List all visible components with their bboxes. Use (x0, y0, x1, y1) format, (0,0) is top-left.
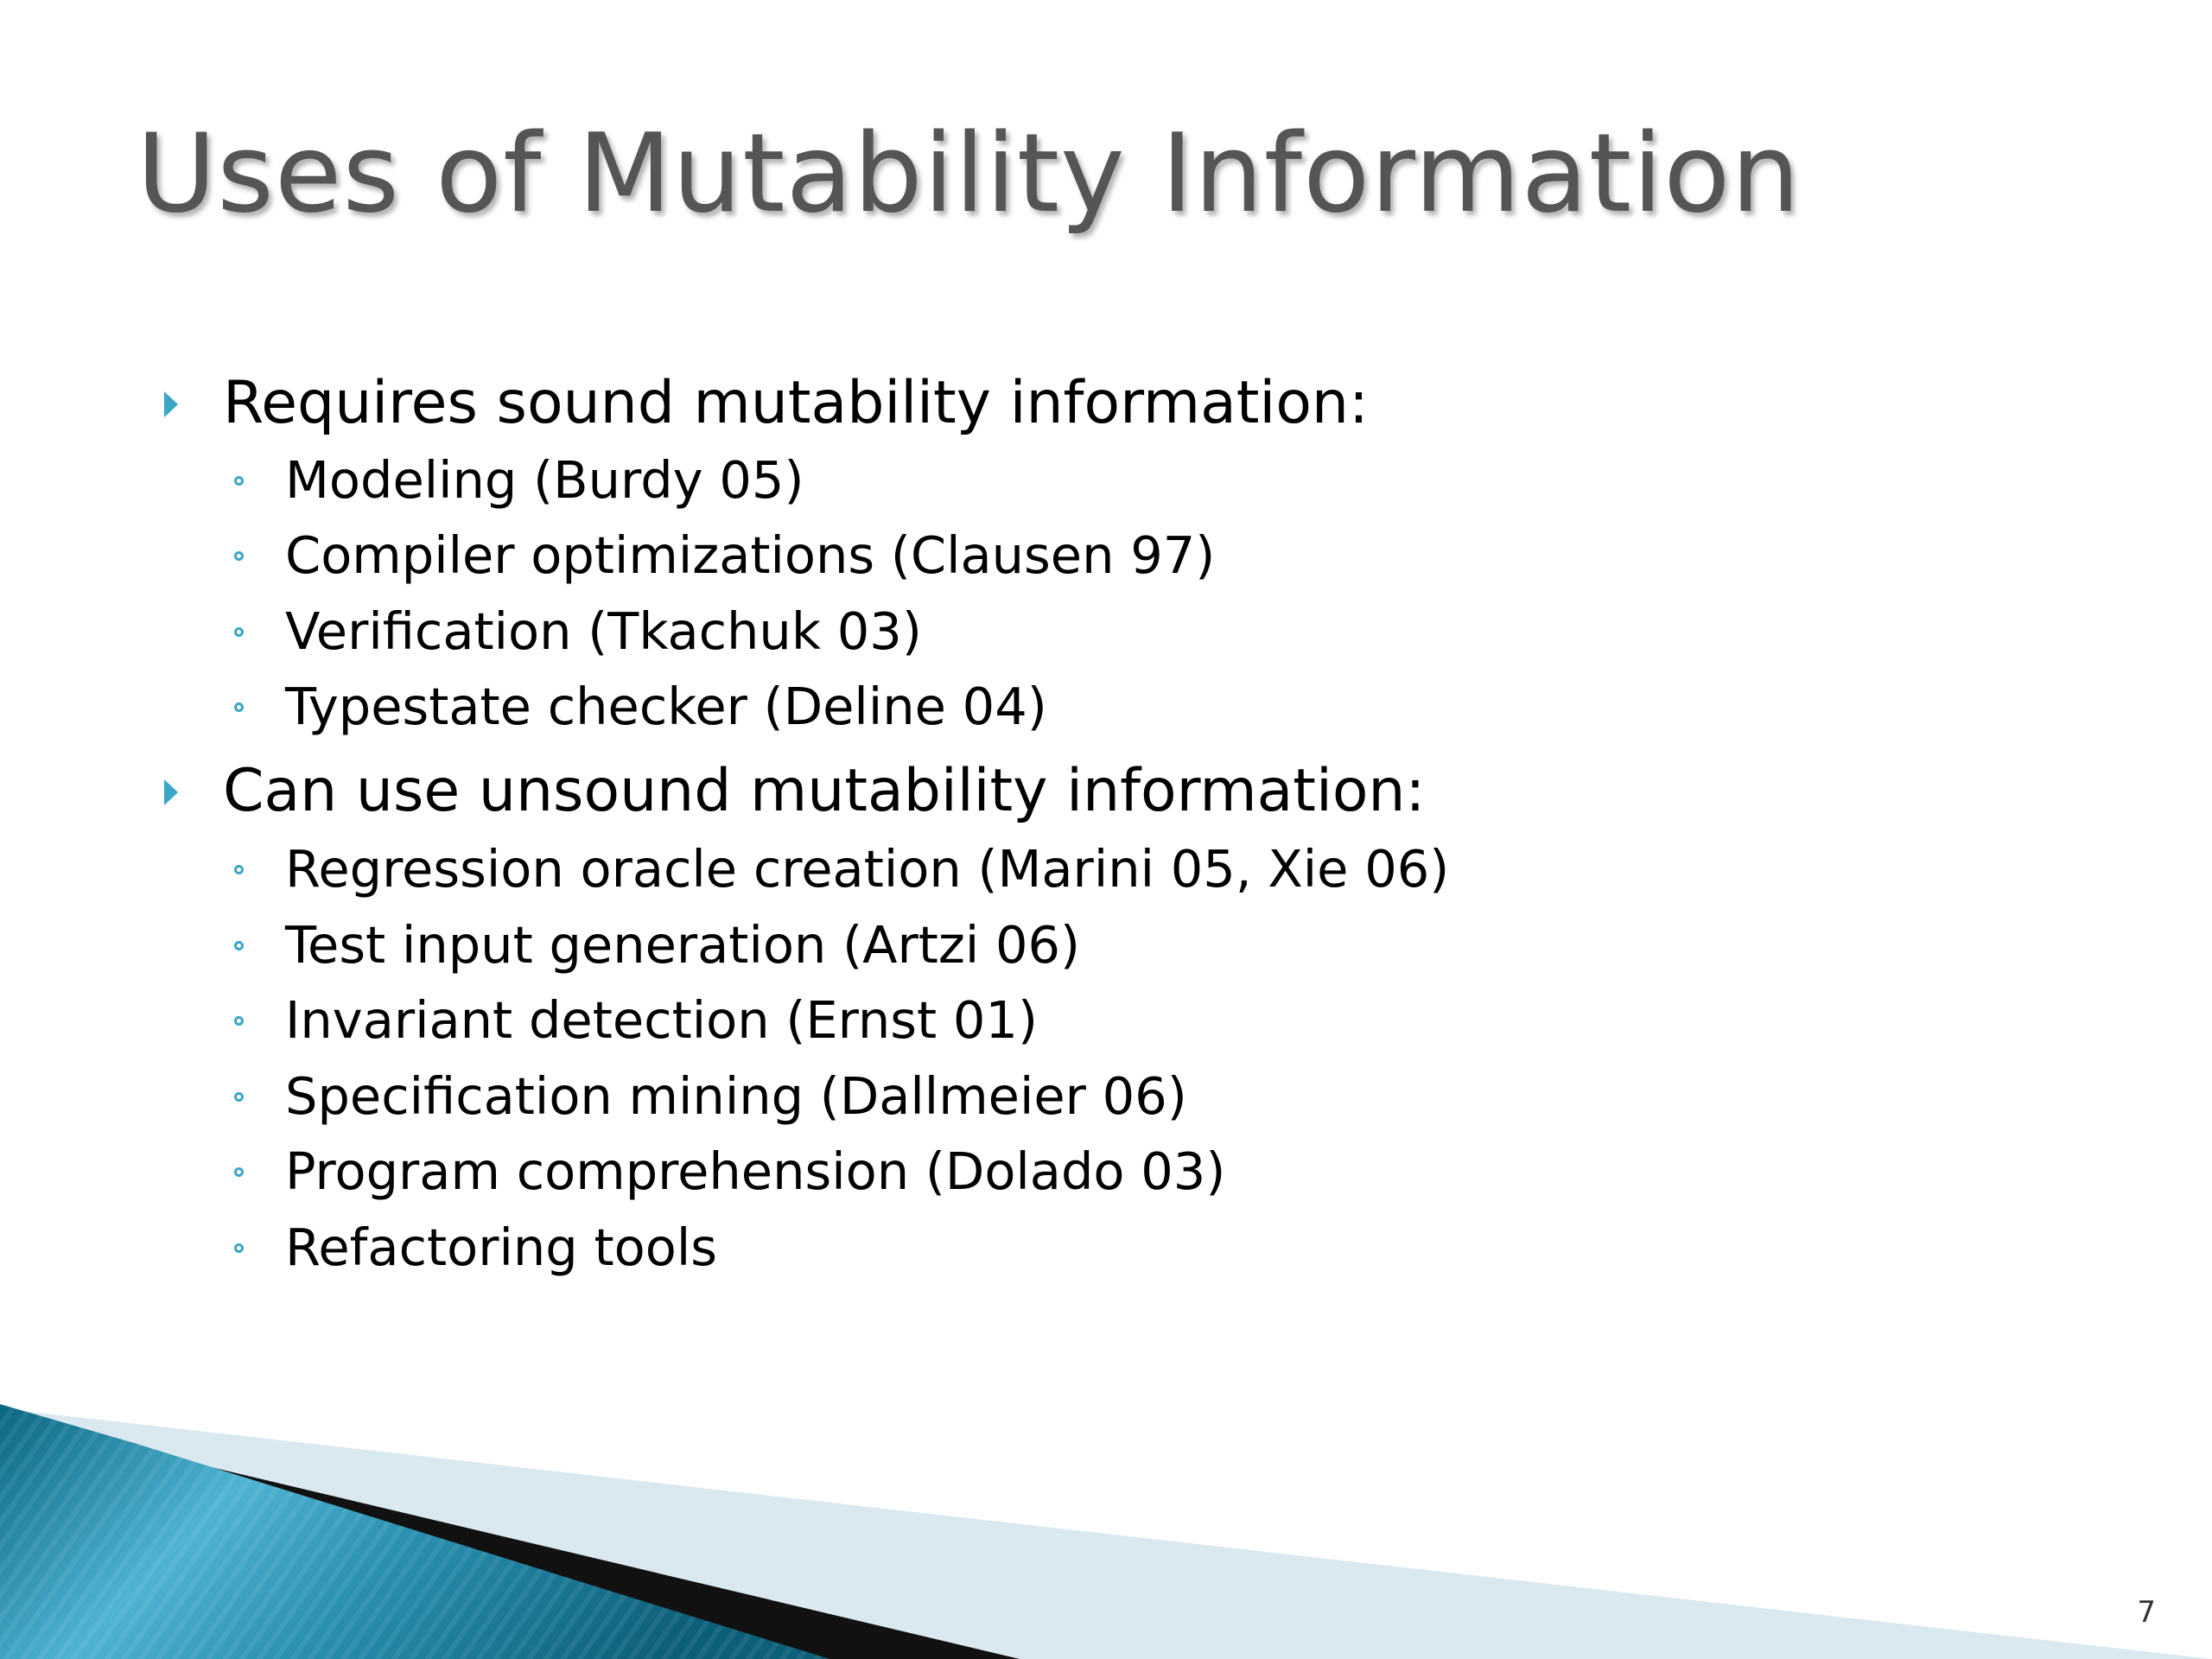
list-item: Verification (Tkachuk 03) (285, 601, 922, 661)
ring-bullet-icon (234, 941, 244, 950)
list-item: Typestate checker (Deline 04) (285, 677, 1047, 736)
list-item: Modeling (Burdy 05) (285, 450, 804, 510)
ring-bullet-icon (234, 1167, 244, 1177)
list-item: Compiler optimizations (Clausen 97) (285, 525, 1216, 585)
ring-bullet-icon (234, 865, 244, 874)
ring-bullet-icon (234, 702, 244, 712)
section-heading: Requires sound mutability information: (223, 369, 1369, 437)
list-item: Program comprehension (Dolado 03) (285, 1141, 1226, 1201)
triangle-bullet-icon (164, 779, 178, 805)
triangle-bullet-icon (164, 391, 178, 417)
slide-title: Uses of Mutability Information (137, 110, 1802, 237)
ring-bullet-icon (234, 627, 244, 637)
ring-bullet-icon (234, 476, 244, 486)
list-item: Specification mining (Dallmeier 06) (285, 1066, 1187, 1126)
ring-bullet-icon (234, 1243, 244, 1253)
ring-bullet-icon (234, 1092, 244, 1102)
ring-bullet-icon (234, 551, 244, 561)
list-item: Regression oracle creation (Marini 05, Xie 06) (285, 839, 1450, 899)
section-heading: Can use unsound mutability information: (223, 757, 1426, 825)
list-item: Refactoring tools (285, 1217, 717, 1277)
page-number: 7 (2137, 1595, 2156, 1630)
ring-bullet-icon (234, 1016, 244, 1026)
list-item: Invariant detection (Ernst 01) (285, 990, 1038, 1050)
list-item: Test input generation (Artzi 06) (285, 915, 1081, 975)
